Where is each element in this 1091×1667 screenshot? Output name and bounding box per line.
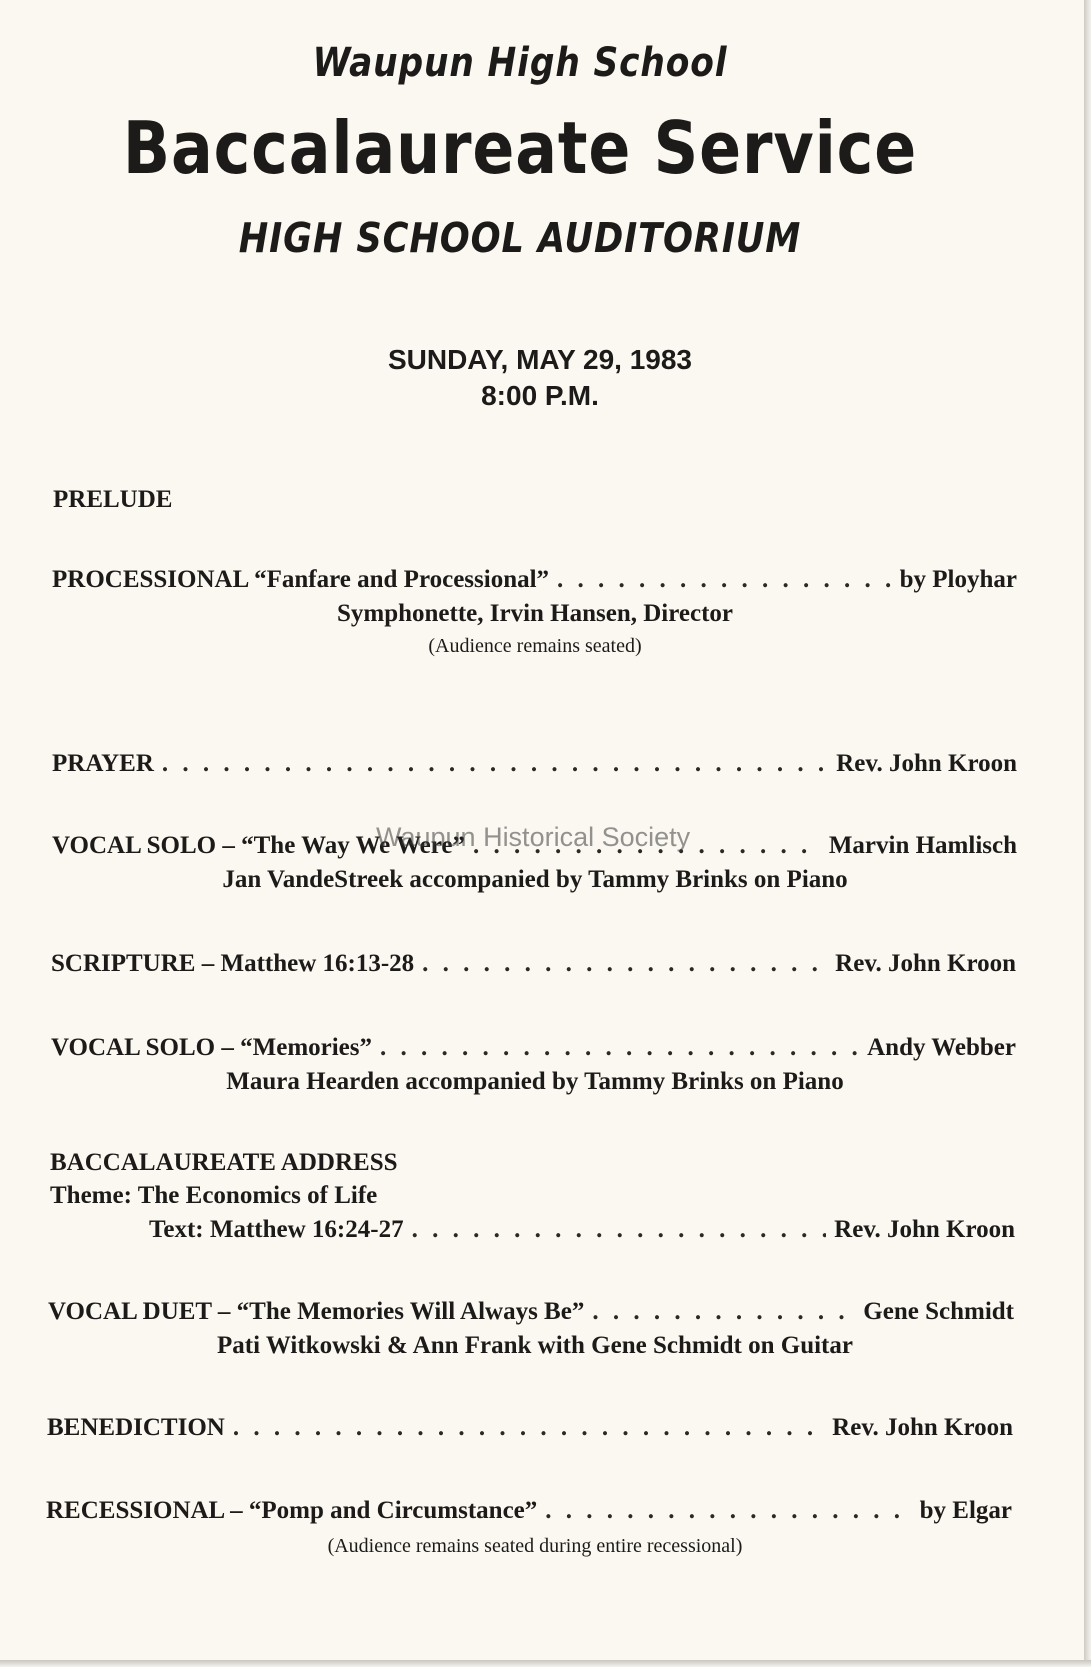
benediction-item: [47, 1414, 1013, 1442]
service-time: 8:00 P.M.: [481, 380, 599, 411]
recessional-item: [46, 1497, 1012, 1525]
prelude-item: PRELUDE: [53, 486, 173, 513]
processional-performers: Symphonette, Irvin Hansen, Director: [336, 600, 734, 627]
vocal-duet-performers: Pati Witkowski & Ann Frank with Gene Schmidt on Guitar: [217, 1332, 853, 1359]
processional-note: (Audience remains seated): [428, 635, 642, 657]
prayer-item: [52, 750, 1017, 778]
processional-label: PROCESSIONAL “Fanfare and Processional”: [52, 566, 550, 593]
vocal-solo-2-label: VOCAL SOLO – “Memories”: [51, 1034, 373, 1061]
leader-dots: [422, 950, 827, 978]
vocal-duet-item: [48, 1298, 1014, 1326]
address-theme: Theme: The Economics of Life: [50, 1182, 378, 1209]
processional-credit: by Ployhar: [899, 566, 1017, 593]
leader-dots: [380, 1034, 859, 1062]
leader-dots: [412, 1216, 827, 1244]
prayer-credit: Rev. John Kroon: [836, 750, 1017, 777]
address-heading: BACCALAUREATE ADDRESS: [50, 1149, 398, 1176]
scripture-credit: Rev. John Kroon: [835, 950, 1016, 977]
venue: HIGH SCHOOL AUDITORIUM: [238, 214, 802, 262]
school-name: Waupun High School: [312, 40, 728, 86]
leader-dots: [233, 1414, 824, 1442]
page-edge-bottom: [0, 1660, 1091, 1667]
vocal-duet-label: VOCAL DUET – “The Memories Will Always Be”: [48, 1298, 585, 1325]
address-credit: Rev. John Kroon: [834, 1216, 1015, 1243]
leader-dots: [557, 566, 892, 594]
vocal-solo-2-credit: Andy Webber: [867, 1034, 1016, 1061]
processional-item: [52, 566, 1017, 594]
benediction-label: BENEDICTION: [47, 1414, 225, 1441]
vocal-solo-2-performers: Maura Hearden accompanied by Tammy Brinks on Piano: [226, 1068, 844, 1095]
watermark: Waupun Historical Society: [376, 822, 691, 852]
vocal-duet-credit: Gene Schmidt: [863, 1298, 1014, 1325]
service-date: SUNDAY, MAY 29, 1983: [387, 344, 693, 375]
recessional-label: RECESSIONAL – “Pomp and Circumstance”: [46, 1497, 538, 1524]
vocal-solo-1-label: VOCAL SOLO – “The Way We Were”: [52, 832, 465, 859]
leader-dots: [545, 1497, 911, 1525]
vocal-solo-2-item: [51, 1034, 1016, 1062]
leader-dots: [162, 750, 828, 778]
scripture-item: [51, 950, 1016, 978]
scripture-label: SCRIPTURE – Matthew 16:13-28: [51, 950, 415, 977]
vocal-solo-1-credit: Marvin Hamlisch: [828, 832, 1017, 859]
page-edge-right: [1084, 0, 1091, 1667]
address-text: Text: Matthew 16:24-27: [149, 1216, 404, 1243]
benediction-credit: Rev. John Kroon: [832, 1414, 1013, 1441]
recessional-note: (Audience remains seated during entire recessional): [327, 1535, 743, 1557]
leader-dots: [592, 1298, 855, 1326]
vocal-solo-1-performers: Jan VandeStreek accompanied by Tammy Brinks on Piano: [222, 866, 848, 893]
recessional-credit: by Elgar: [919, 1497, 1012, 1524]
service-title: Baccalaureate Service: [122, 106, 918, 190]
address-text-item: [149, 1216, 1015, 1244]
prayer-label: PRAYER: [52, 750, 154, 777]
